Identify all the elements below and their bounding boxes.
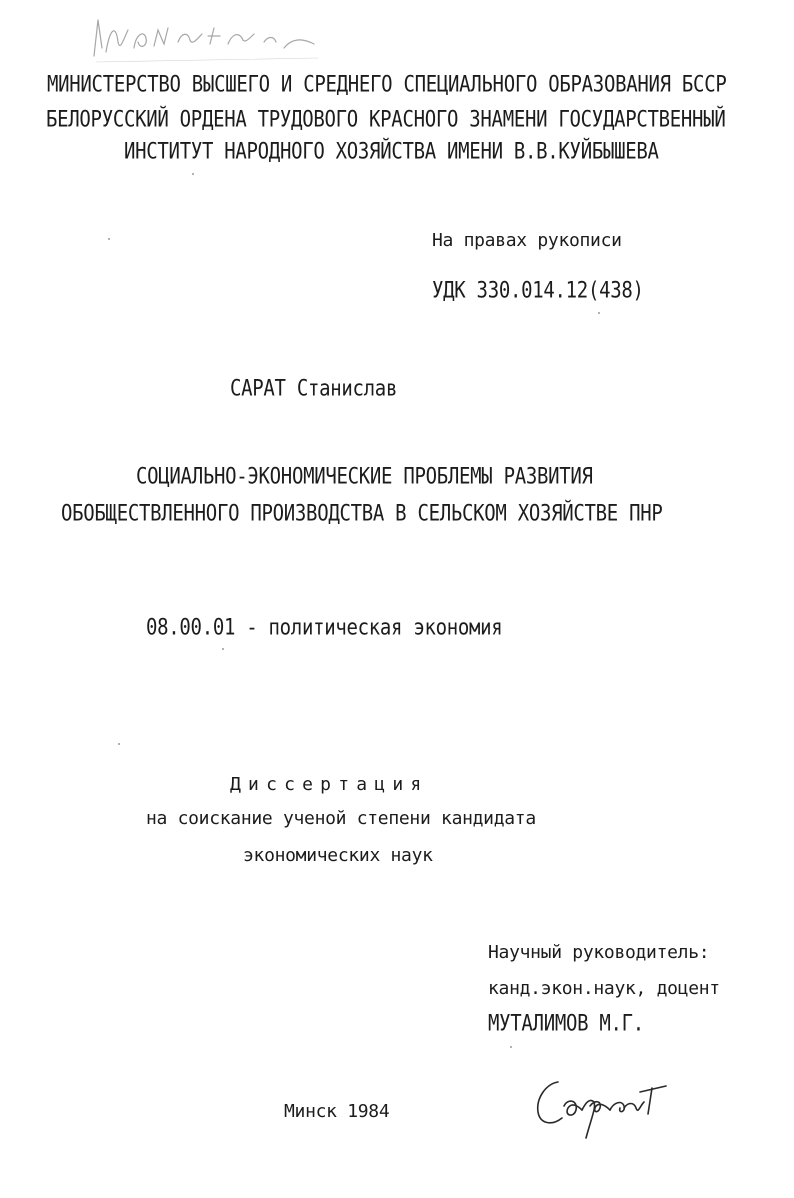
manuscript-rights-label: На правах рукописи [432, 230, 622, 251]
scan-speck [598, 312, 600, 314]
supervisor-name: МУТАЛИМОВ М.Г. [488, 1010, 644, 1036]
title-line-1: СОЦИАЛЬНО-ЭКОНОМИЧЕСКИЕ ПРОБЛЕМЫ РАЗВИТИЯ [136, 463, 593, 489]
degree-line-2: экономических наук [243, 845, 433, 866]
institute-line-2: ИНСТИТУТ НАРОДНОГО ХОЗЯЙСТВА ИМЕНИ В.В.КУЙБЫШЕВА [124, 138, 659, 164]
supervisor-label: Научный руководитель: [488, 942, 710, 963]
ministry-line: МИНИСТЕРСТВО ВЫСШЕГО И СРЕДНЕГО СПЕЦИАЛЬНОГО ОБРАЗОВАНИЯ БССР [47, 71, 727, 97]
title-line-2: ОБОБЩЕСТВЛЕННОГО ПРОИЗВОДСТВА В СЕЛЬСКОМ ХОЗЯЙСТВЕ ПНР [61, 500, 663, 526]
place-and-year: Минск 1984 [284, 1101, 390, 1122]
udk-code: УДК 330.014.12(438) [432, 277, 644, 303]
scan-speck [118, 743, 120, 745]
degree-line-1: на соискание ученой степени кандидата [146, 808, 536, 829]
institute-line-1: БЕЛОРУССКИЙ ОРДЕНА ТРУДОВОГО КРАСНОГО ЗНАМЕНИ ГОСУДАРСТВЕННЫЙ [46, 106, 726, 132]
specialty-code: 08.00.01 - политическая экономия [146, 614, 503, 640]
supervisor-credentials: канд.экон.наук, доцент [488, 978, 720, 999]
pencil-note-scribble [88, 8, 328, 68]
scan-speck [510, 1046, 512, 1048]
author-signature [528, 1072, 688, 1140]
scan-speck [192, 173, 194, 175]
dissertation-heading: Диссертация [230, 774, 429, 795]
scan-speck [222, 648, 224, 650]
author-name: САРАТ Станислав [230, 375, 398, 401]
scan-speck [108, 238, 110, 240]
